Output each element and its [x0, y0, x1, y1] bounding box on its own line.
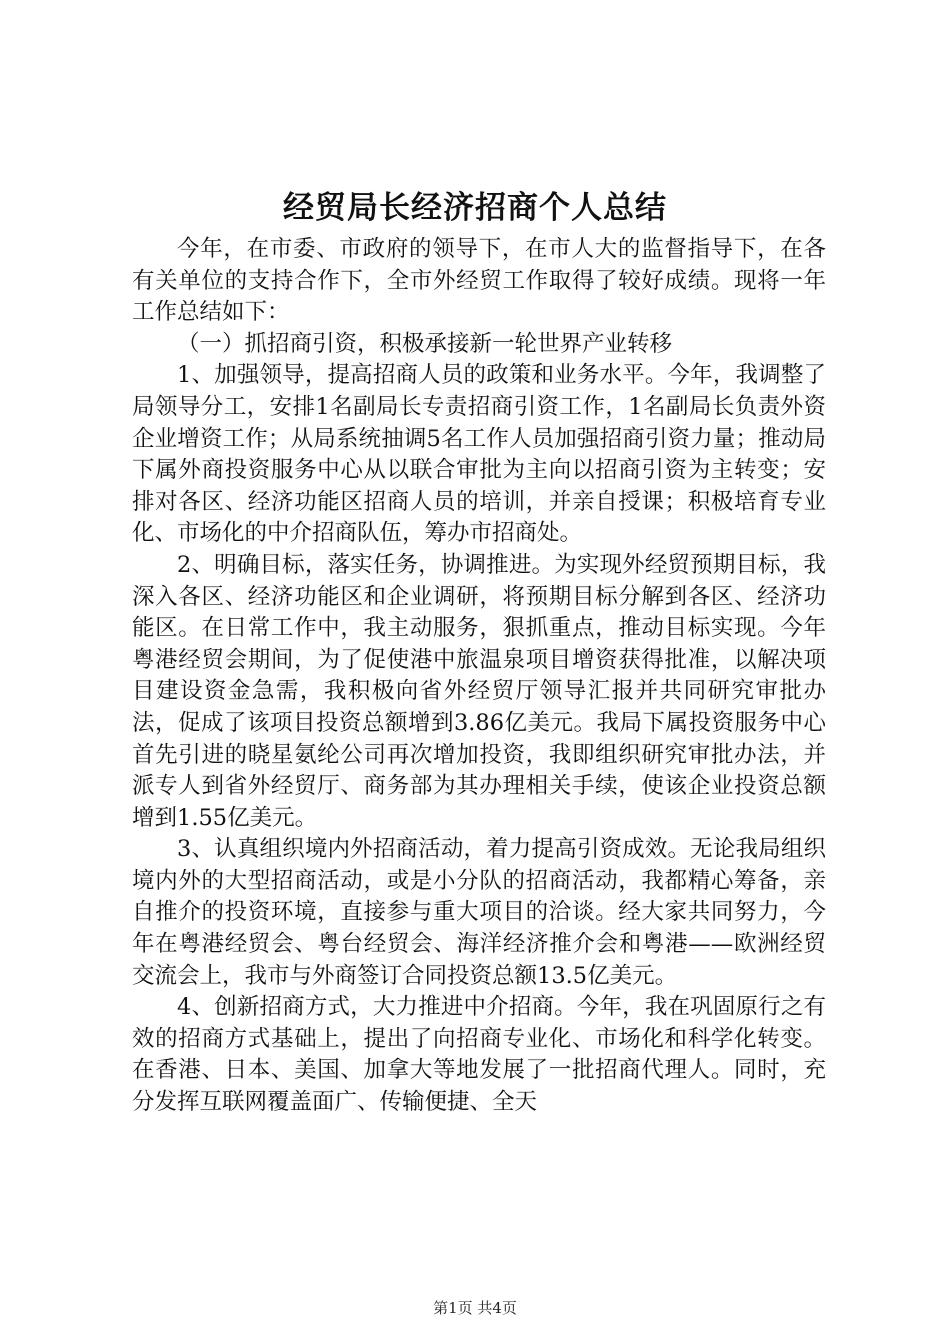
- document-body: [132, 234, 826, 1119]
- section-heading: （一）抓招商引资，积极承接新一轮世界产业转移: [177, 330, 673, 357]
- paragraph-item-2: 2、明确目标，落实任务，协调推进。为实现外经贸预期目标，我深入各区、经济功能区和企业调研，将预期目标分解到各区、经济功能区。在日常工作中，我主动服务，狠抓重点，推动目标实现。今年粤港经贸会期间，为了促使港中旅温泉项目增资获得批准，以解决项目建设资金急需，我积极向省外经贸厅领导汇报并共同研究审批办法，促成了该项目投资总额增到3.86亿美元。我局下属投资服务中心首先引进的晓星氨纶公司再次增加投资，我即组织研究审批办法，并派专人到省外经贸厅、商务部为其办理相关手续，使该企业投资总额增到1.55亿美元。: [132, 551, 826, 831]
- paragraph-item-1: 1、加强领导，提高招商人员的政策和业务水平。今年，我调整了局领导分工，安排1名副局长专责招商引资工作，1名副局长负责外资企业增资工作；从局系统抽调5名工作人员加强招商引资力量；推动局下属外商投资服务中心从以联合审批为主向以招商引资为主转变；安排对各区、经济功能区招商人员的培训，并亲自授课；积极培育专业化、市场化的中介招商队伍，筹办市招商处。: [132, 362, 826, 547]
- paragraph-intro: 今年，在市委、市政府的领导下，在市人大的监督指导下，在各有关单位的支持合作下，全市外经贸工作取得了较好成绩。现将一年工作总结如下：: [132, 236, 826, 326]
- document-title: 经贸局长经济招商个人总结: [283, 190, 667, 226]
- paragraph-item-4: 4、创新招商方式，大力推进中介招商。今年，我在巩固原行之有效的招商方式基础上，提出了向招商专业化、市场化和科学化转变。在香港、日本、美国、加拿大等地发展了一批招商代理人。同时，充分发挥互联网覆盖面广、传输便捷、全天: [132, 994, 826, 1116]
- paragraph-item-3: 3、认真组织境内外招商活动，着力提高引资成效。无论我局组织境内外的大型招商活动，或是小分队的招商活动，我都精心筹备，亲自推介的投资环境，直接参与重大项目的洽谈。经大家共同努力，今年在粤港经贸会、粤台经贸会、海洋经济推介会和粤港——欧洲经贸交流会上，我市与外商签订合同投资总额13.5亿美元。: [132, 836, 826, 989]
- page-number-footer: 第1页 共4页: [433, 1299, 517, 1317]
